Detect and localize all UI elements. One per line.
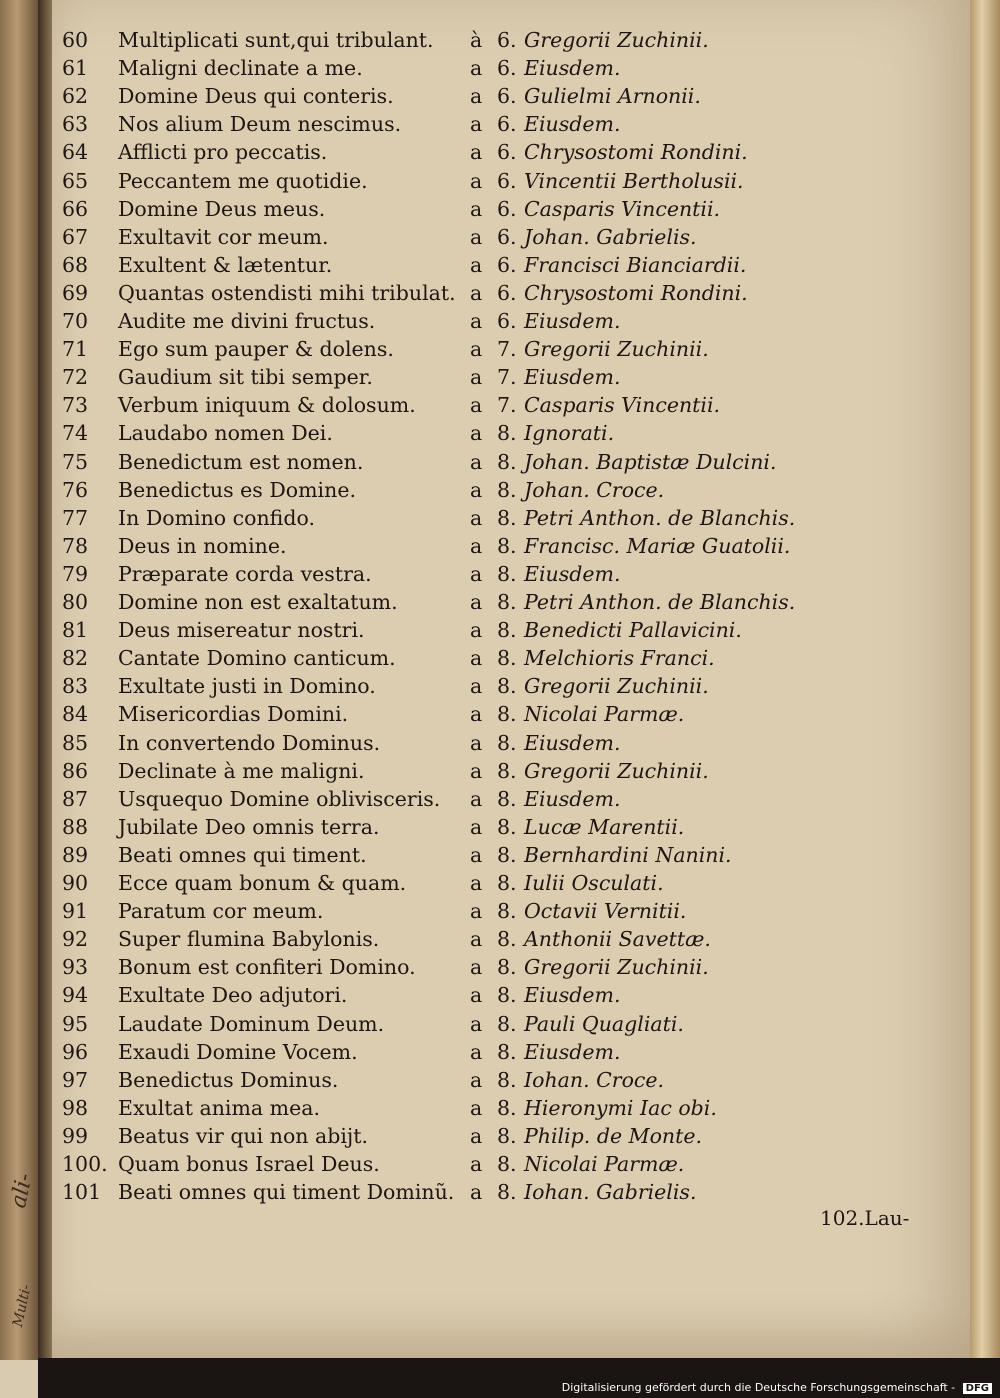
entry-voice-prefix: a	[470, 140, 483, 165]
entry-title: Exultate justi in Domino.	[118, 674, 376, 699]
entry-voice-prefix: à	[470, 28, 483, 52]
entry-composer: Chrysostomi Rondini.	[524, 280, 748, 305]
entry-number: 68	[62, 252, 89, 277]
entry-number: 76	[62, 477, 89, 502]
entry-title: Verbum iniquum & dolosum.	[118, 393, 416, 418]
entry-title: Exaudi Domine Vocem.	[118, 1039, 358, 1064]
index-entry	[0, 337, 1000, 365]
entry-number: 62	[62, 84, 89, 109]
entry-number: 66	[62, 196, 89, 221]
index-entry	[0, 1012, 1000, 1040]
entry-title: Peccantem me quotidie.	[118, 168, 368, 193]
entry-title: Multiplicati sunt,qui tribulant.	[118, 28, 434, 52]
entry-voice-prefix: a	[470, 646, 483, 671]
entry-title: Gaudium sit tibi semper.	[118, 365, 373, 390]
index-entry	[0, 927, 1000, 955]
entry-voice-prefix: a	[470, 309, 483, 333]
entry-voice-prefix: a	[470, 561, 483, 586]
entry-title: Cantate Domino canticum.	[118, 646, 396, 671]
entry-voice-prefix: a	[470, 842, 483, 867]
index-entry	[0, 56, 1000, 84]
entry-voice-count: 8.	[497, 449, 517, 474]
entry-composer: Nicolai Parmæ.	[524, 702, 685, 727]
entry-title: Ecce quam bonum & quam.	[118, 871, 407, 895]
entry-composer: Petri Anthon. de Blanchis.	[524, 590, 796, 614]
entry-number: 89	[62, 842, 89, 867]
entry-title: Domine Deus meus.	[118, 196, 326, 221]
entry-composer: Benedicti Pallavicini.	[524, 618, 742, 643]
entry-voice-count: 8.	[497, 561, 517, 586]
entry-composer: Casparis Vincentii.	[524, 393, 721, 418]
entry-composer: Francisc. Mariæ Guatolii.	[524, 533, 791, 558]
entry-composer: Johan. Croce.	[524, 477, 665, 502]
entry-voice-prefix: a	[470, 533, 483, 558]
entry-composer: Eiusdem.	[524, 56, 621, 81]
entry-voice-prefix: a	[470, 786, 483, 811]
entry-voice-prefix: a	[470, 196, 483, 221]
left-margin-note-upper: ali-	[6, 1171, 38, 1211]
entry-voice-count: 8.	[497, 674, 517, 699]
entry-voice-prefix: a	[470, 393, 483, 418]
index-entry	[0, 590, 1000, 618]
entry-title: Exultat anima mea.	[118, 1095, 320, 1120]
entry-number: 96	[62, 1039, 89, 1064]
index-entry	[0, 450, 1000, 478]
entry-voice-count: 8.	[497, 1039, 517, 1064]
index-entry	[0, 702, 1000, 730]
entry-voice-prefix: a	[470, 84, 483, 109]
entry-number: 87	[62, 786, 89, 811]
index-entry	[0, 421, 1000, 449]
index-entry	[0, 618, 1000, 646]
entry-voice-count: 6.	[497, 280, 517, 305]
entry-title: Exultavit cor meum.	[118, 224, 329, 249]
entry-title: Laudabo nomen Dei.	[118, 421, 333, 446]
entry-composer: Petri Anthon. de Blanchis.	[524, 505, 796, 530]
entry-voice-count: 6.	[497, 196, 517, 221]
index-entry	[0, 983, 1000, 1011]
entry-number: 63	[62, 112, 89, 137]
entry-number: 90	[62, 871, 89, 895]
entry-voice-count: 8.	[497, 1180, 517, 1205]
index-entry	[0, 674, 1000, 702]
entry-title: In Domino confido.	[118, 505, 315, 530]
entry-composer: Chrysostomi Rondini.	[524, 140, 748, 165]
entry-voice-count: 8.	[497, 1067, 517, 1092]
entry-number: 81	[62, 618, 89, 643]
entry-composer: Hieronymi Iac obi.	[524, 1095, 717, 1120]
entry-voice-prefix: a	[470, 871, 483, 895]
entry-voice-count: 6.	[497, 252, 517, 277]
entry-title: Benedictum est nomen.	[118, 449, 364, 474]
entry-composer: Eiusdem.	[524, 730, 621, 755]
entry-composer: Anthonii Savettæ.	[524, 927, 711, 952]
entry-title: In convertendo Dominus.	[118, 730, 381, 755]
dfg-credit	[562, 1381, 992, 1394]
entry-composer: Gregorii Zuchinii.	[524, 28, 709, 52]
entry-composer: Iohan. Gabrielis.	[524, 1180, 697, 1205]
entry-voice-count: 8.	[497, 1123, 517, 1148]
entry-composer: Iohan. Croce.	[524, 1067, 665, 1092]
entry-voice-prefix: a	[470, 280, 483, 305]
entry-voice-count: 8.	[497, 1095, 517, 1120]
index-entry	[0, 562, 1000, 590]
index-entry	[0, 1180, 1000, 1208]
index-entry	[0, 1096, 1000, 1124]
index-entry	[0, 140, 1000, 168]
entry-voice-count: 8.	[497, 1011, 517, 1036]
entry-title: Misericordias Domini.	[118, 702, 349, 727]
entry-voice-prefix: a	[470, 899, 483, 924]
index-entry	[0, 731, 1000, 759]
entry-composer: Gregorii Zuchinii.	[524, 955, 709, 980]
entry-voice-count: 7.	[497, 337, 517, 362]
index-entry	[0, 506, 1000, 534]
entry-number: 80	[62, 590, 89, 614]
left-margin-note-lower: Multi-	[10, 1283, 35, 1329]
index-entry	[0, 871, 1000, 899]
entry-voice-count: 8.	[497, 758, 517, 783]
entry-number: 67	[62, 224, 89, 249]
entry-voice-count: 8.	[497, 730, 517, 755]
entry-title: Laudate Dominum Deum.	[118, 1011, 385, 1036]
entry-number: 85	[62, 730, 89, 755]
entry-title: Beatus vir qui non abijt.	[118, 1123, 369, 1148]
entry-number: 93	[62, 955, 89, 980]
entry-composer: Gulielmi Arnonii.	[524, 84, 701, 109]
entry-number: 61	[62, 56, 89, 81]
index-entry	[0, 955, 1000, 983]
entry-voice-prefix: a	[470, 730, 483, 755]
entry-composer: Ignorati.	[524, 421, 615, 446]
entry-voice-count: 8.	[497, 477, 517, 502]
index-entry	[0, 169, 1000, 197]
entry-title: Super flumina Babylonis.	[118, 927, 380, 952]
entry-voice-prefix: a	[470, 702, 483, 727]
entry-voice-count: 7.	[497, 393, 517, 418]
entry-number: 84	[62, 702, 89, 727]
entry-number: 72	[62, 365, 89, 390]
entry-number: 71	[62, 337, 89, 362]
entry-number: 86	[62, 758, 89, 783]
entry-composer: Eiusdem.	[524, 1039, 621, 1064]
entry-number: 82	[62, 646, 89, 671]
entry-voice-prefix: a	[470, 674, 483, 699]
entry-number: 70	[62, 309, 89, 333]
entry-voice-prefix: a	[470, 758, 483, 783]
entry-voice-count: 8.	[497, 1152, 517, 1176]
entry-title: Deus misereatur nostri.	[118, 618, 365, 643]
entry-voice-prefix: a	[470, 112, 483, 137]
entry-voice-prefix: a	[470, 252, 483, 277]
entry-number: 77	[62, 505, 89, 530]
entry-voice-count: 8.	[497, 702, 517, 727]
entry-voice-count: 8.	[497, 927, 517, 952]
index-entry	[0, 1068, 1000, 1096]
entry-composer: Nicolai Parmæ.	[524, 1152, 685, 1176]
entry-title: Exultate Deo adjutori.	[118, 983, 348, 1008]
entry-voice-count: 8.	[497, 533, 517, 558]
entry-voice-count: 6.	[497, 140, 517, 165]
index-entry	[0, 112, 1000, 140]
entry-composer: Iulii Osculati.	[524, 871, 664, 895]
entry-voice-count: 7.	[497, 365, 517, 390]
entry-number: 92	[62, 927, 89, 952]
index-entry	[0, 1152, 1000, 1180]
entry-voice-count: 6.	[497, 168, 517, 193]
entry-number: 69	[62, 280, 89, 305]
entry-number: 100.	[62, 1152, 108, 1176]
entry-composer: Eiusdem.	[524, 112, 621, 137]
entry-voice-count: 6.	[497, 28, 517, 52]
entry-composer: Casparis Vincentii.	[524, 196, 721, 221]
entry-voice-count: 8.	[497, 814, 517, 839]
entry-voice-count: 6.	[497, 224, 517, 249]
entry-voice-prefix: a	[470, 1095, 483, 1120]
index-entry	[0, 534, 1000, 562]
entry-voice-prefix: a	[470, 224, 483, 249]
entry-composer: Francisci Bianciardii.	[524, 252, 747, 277]
index-entry	[0, 899, 1000, 927]
entry-number: 97	[62, 1067, 89, 1092]
entry-voice-count: 8.	[497, 842, 517, 867]
entry-voice-prefix: a	[470, 365, 483, 390]
entry-composer: Melchioris Franci.	[524, 646, 715, 671]
entry-voice-count: 8.	[497, 590, 517, 614]
index-entry	[0, 365, 1000, 393]
entry-voice-prefix: a	[470, 56, 483, 81]
entry-title: Deus in nomine.	[118, 533, 287, 558]
entry-voice-count: 8.	[497, 505, 517, 530]
entry-voice-count: 8.	[497, 899, 517, 924]
entry-title: Beati omnes qui timent Dominũ.	[118, 1180, 455, 1205]
entry-number: 94	[62, 983, 89, 1008]
entry-title: Domine Deus qui conteris.	[118, 84, 394, 109]
entry-voice-count: 8.	[497, 421, 517, 446]
index-entry	[0, 843, 1000, 871]
digitization-footer	[38, 1358, 1000, 1398]
entry-title: Bonum est confiteri Domino.	[118, 955, 416, 980]
entry-composer: Pauli Quagliati.	[524, 1011, 684, 1036]
index-entry	[0, 197, 1000, 225]
index-entry	[0, 281, 1000, 309]
entry-title: Nos alium Deum nescimus.	[118, 112, 402, 137]
entry-number: 74	[62, 421, 89, 446]
entry-title: Audite me divini fructus.	[118, 309, 376, 333]
entry-composer: Eiusdem.	[524, 786, 621, 811]
entry-title: Declinate à me maligni.	[118, 758, 365, 783]
index-entry	[0, 787, 1000, 815]
entry-title: Domine non est exaltatum.	[118, 590, 398, 614]
entry-voice-count: 8.	[497, 955, 517, 980]
entry-voice-count: 8.	[497, 646, 517, 671]
index-entry	[0, 28, 1000, 56]
catchword: 102.Lau-	[820, 1206, 910, 1230]
entry-composer: Vincentii Bertholusii.	[524, 168, 744, 193]
entry-number: 60	[62, 28, 89, 52]
entry-voice-count: 8.	[497, 618, 517, 643]
entry-composer: Gregorii Zuchinii.	[524, 337, 709, 362]
index-entry	[0, 253, 1000, 281]
entry-voice-prefix: a	[470, 1011, 483, 1036]
entry-composer: Philip. de Monte.	[524, 1123, 703, 1148]
entry-voice-prefix: a	[470, 618, 483, 643]
entry-composer: Johan. Gabrielis.	[524, 224, 697, 249]
dfg-logo: DFG	[963, 1383, 992, 1394]
entry-number: 101	[62, 1180, 102, 1205]
entry-title: Præparate corda vestra.	[118, 561, 372, 586]
index-entry	[0, 478, 1000, 506]
entry-number: 99	[62, 1123, 89, 1148]
entry-title: Beati omnes qui timent.	[118, 842, 367, 867]
entry-number: 91	[62, 899, 89, 924]
entry-voice-prefix: a	[470, 927, 483, 952]
entry-title: Benedictus es Domine.	[118, 477, 356, 502]
entry-title: Exultent & lætentur.	[118, 252, 333, 277]
entry-number: 95	[62, 1011, 89, 1036]
entry-voice-count: 6.	[497, 112, 517, 137]
entry-voice-prefix: a	[470, 1123, 483, 1148]
entry-voice-count: 6.	[497, 56, 517, 81]
entry-voice-prefix: a	[470, 814, 483, 839]
entry-number: 73	[62, 393, 89, 418]
entry-voice-prefix: a	[470, 337, 483, 362]
entry-composer: Bernhardini Nanini.	[524, 842, 732, 867]
entry-voice-count: 8.	[497, 983, 517, 1008]
entry-voice-prefix: a	[470, 477, 483, 502]
entry-composer: Eiusdem.	[524, 561, 621, 586]
entry-voice-prefix: a	[470, 955, 483, 980]
entry-number: 98	[62, 1095, 89, 1120]
entry-number: 78	[62, 533, 89, 558]
dfg-credit-text: Digitalisierung gefördert durch die Deutsche Forschungsgemeinschaft -	[561, 1381, 956, 1394]
entry-title: Maligni declinate a me.	[118, 56, 363, 81]
entry-composer: Eiusdem.	[524, 983, 621, 1008]
entry-voice-prefix: a	[470, 983, 483, 1008]
entry-number: 79	[62, 561, 89, 586]
index-entry	[0, 393, 1000, 421]
index-entry	[0, 646, 1000, 674]
entry-voice-prefix: a	[470, 421, 483, 446]
entry-voice-prefix: a	[470, 590, 483, 614]
entry-number: 88	[62, 814, 89, 839]
entry-title: Usquequo Domine oblivisceris.	[118, 786, 441, 811]
entry-voice-prefix: a	[470, 505, 483, 530]
entry-title: Afflicti pro peccatis.	[118, 140, 328, 165]
entry-title: Benedictus Dominus.	[118, 1067, 339, 1092]
index-entry	[0, 1124, 1000, 1152]
index-entry	[0, 225, 1000, 253]
index-entry	[0, 759, 1000, 787]
entry-voice-count: 8.	[497, 871, 517, 895]
entry-voice-prefix: a	[470, 1180, 483, 1205]
entry-voice-prefix: a	[470, 449, 483, 474]
entry-title: Quam bonus Israel Deus.	[118, 1152, 380, 1176]
entry-title: Jubilate Deo omnis terra.	[118, 814, 380, 839]
entry-composer: Eiusdem.	[524, 365, 621, 390]
entry-voice-prefix: a	[470, 168, 483, 193]
index-entry	[0, 815, 1000, 843]
entry-composer: Gregorii Zuchinii.	[524, 758, 709, 783]
entry-composer: Gregorii Zuchinii.	[524, 674, 709, 699]
entry-voice-prefix: a	[470, 1152, 483, 1176]
entry-voice-prefix: a	[470, 1067, 483, 1092]
entry-voice-count: 6.	[497, 84, 517, 109]
entry-number: 83	[62, 674, 89, 699]
entry-number: 75	[62, 449, 89, 474]
entry-composer: Johan. Baptistæ Dulcini.	[524, 449, 777, 474]
entry-title: Paratum cor meum.	[118, 899, 324, 924]
entry-composer: Lucæ Marentii.	[524, 814, 685, 839]
entry-voice-count: 6.	[497, 309, 517, 333]
entry-voice-prefix: a	[470, 1039, 483, 1064]
index-entry	[0, 1040, 1000, 1068]
entry-title: Quantas ostendisti mihi tribulat.	[118, 280, 456, 305]
entry-number: 65	[62, 168, 89, 193]
entry-composer: Eiusdem.	[524, 309, 621, 333]
index-entry	[0, 309, 1000, 337]
entry-number: 64	[62, 140, 89, 165]
entry-composer: Octavii Vernitii.	[524, 899, 687, 924]
index-entry	[0, 84, 1000, 112]
entry-voice-count: 8.	[497, 786, 517, 811]
entry-title: Ego sum pauper & dolens.	[118, 337, 394, 362]
